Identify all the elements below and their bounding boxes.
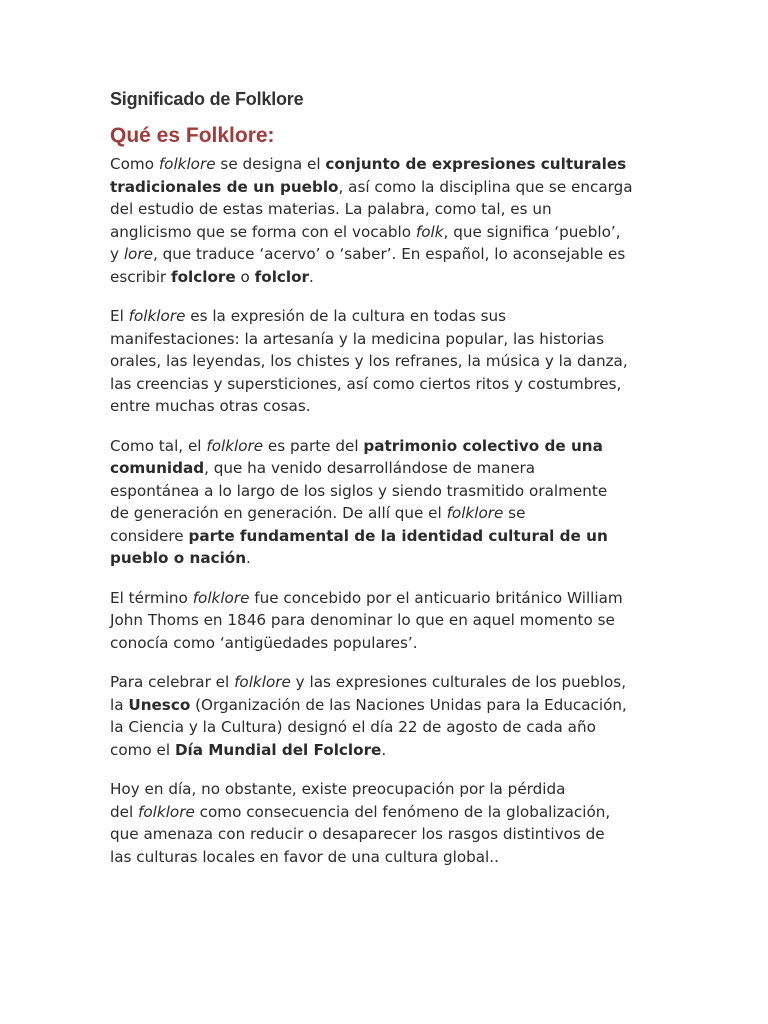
bold-text: comunidad bbox=[110, 459, 205, 477]
bold-text: folclore bbox=[171, 267, 236, 286]
bold-text: tradicionales de un pueblo bbox=[110, 177, 339, 196]
text-run: Para celebrar el bbox=[110, 673, 235, 691]
text-run: Como bbox=[110, 155, 159, 173]
italic-text: folk bbox=[415, 222, 444, 241]
paragraph bbox=[110, 153, 658, 288]
text-run: o bbox=[235, 267, 255, 286]
bold-text: Día Mundial del Folclore bbox=[174, 740, 382, 759]
text-run: y bbox=[110, 245, 124, 263]
text-run: escribir bbox=[110, 267, 172, 286]
text-run: del bbox=[110, 802, 139, 821]
italic-text: folklore bbox=[138, 802, 195, 821]
text-run: la Ciencia y la Cultura) designó el día 22 de agosto de cada año bbox=[110, 718, 596, 736]
italic-text: folklore bbox=[128, 307, 186, 325]
text-run: que amenaza con reducir o desaparecer los rasgos distintivos de bbox=[110, 825, 605, 843]
text-run: anglicismo que se forma con el vocablo bbox=[110, 222, 416, 241]
page-title: Significado de Folklore bbox=[110, 89, 304, 109]
bold-text: parte fundamental de la identidad cultural de un bbox=[188, 526, 608, 545]
article-body bbox=[110, 153, 658, 885]
section-heading: Qué es Folklore: bbox=[110, 124, 275, 147]
text-run: El bbox=[110, 307, 129, 325]
italic-text: folklore bbox=[158, 155, 216, 173]
bold-text: folclor bbox=[254, 267, 310, 286]
text-run: las culturas locales en favor de una cultura global.. bbox=[110, 847, 499, 866]
paragraph bbox=[110, 587, 658, 655]
text-run: como consecuencia del fenómeno de la globalización, bbox=[194, 802, 611, 821]
italic-text: folklore bbox=[192, 588, 250, 607]
text-run: , que traduce ‘acervo’ o ‘saber’. En español, lo aconsejable es bbox=[152, 245, 626, 263]
text-run: las creencias y supersticiones, así como ciertos ritos y costumbres, bbox=[110, 374, 622, 393]
text-run: manifestaciones: la artesanía y la medicina popular, las historias bbox=[110, 329, 604, 348]
text-run: es parte del bbox=[263, 436, 364, 455]
bold-text: patrimonio colectivo de una bbox=[363, 436, 603, 455]
text-run: Como tal, el bbox=[110, 436, 207, 455]
text-run: de generación en generación. De allí que el bbox=[110, 504, 447, 522]
text-run: conocía como ‘antigüedades populares’. bbox=[110, 633, 418, 652]
text-run: , que ha venido desarrollándose de manera bbox=[204, 459, 536, 477]
text-run: . bbox=[309, 267, 314, 286]
text-run: (Organización de las Naciones Unidas para la Educación, bbox=[190, 695, 627, 714]
paragraph bbox=[110, 305, 658, 418]
text-run: Hoy en día, no obstante, existe preocupación por la pérdida bbox=[110, 780, 566, 798]
italic-text: folklore bbox=[446, 504, 504, 522]
text-run: como el bbox=[110, 740, 175, 759]
text-run: El término bbox=[110, 588, 193, 607]
text-run: fue concebido por el anticuario británico William bbox=[249, 588, 623, 607]
bold-text: conjunto de expresiones culturales bbox=[325, 155, 627, 173]
text-run: . bbox=[246, 549, 251, 567]
text-run: . bbox=[381, 740, 387, 759]
text-run: espontánea a lo largo de los siglos y siendo trasmitido oralmente bbox=[110, 481, 608, 500]
paragraph bbox=[110, 778, 658, 868]
bold-text: pueblo o nación bbox=[110, 549, 247, 567]
text-run: , así como la disciplina que se encarga bbox=[338, 177, 633, 196]
paragraph bbox=[110, 671, 658, 761]
text-run: , que significa ‘pueblo’, bbox=[443, 222, 621, 241]
text-run: y las expresiones culturales de los pueblos, bbox=[290, 673, 627, 691]
text-run: del estudio de estas materias. La palabra, como tal, es un bbox=[110, 200, 552, 218]
italic-text: lore bbox=[123, 245, 153, 263]
paragraph bbox=[110, 435, 658, 570]
text-run: entre muchas otras cosas. bbox=[110, 397, 311, 415]
text-run: es la expresión de la cultura en todas sus bbox=[185, 307, 507, 325]
text-run: se bbox=[503, 504, 526, 522]
text-run: se designa el bbox=[215, 155, 326, 173]
text-run: la bbox=[110, 695, 129, 714]
italic-text: folklore bbox=[234, 673, 291, 691]
italic-text: folklore bbox=[206, 436, 264, 455]
text-run: considere bbox=[110, 526, 189, 545]
bold-text: Unesco bbox=[128, 695, 191, 714]
text-run: John Thoms en 1846 para denominar lo que en aquel momento se bbox=[110, 611, 615, 629]
text-run: orales, las leyendas, los chistes y los refranes, la música y la danza, bbox=[110, 352, 628, 370]
